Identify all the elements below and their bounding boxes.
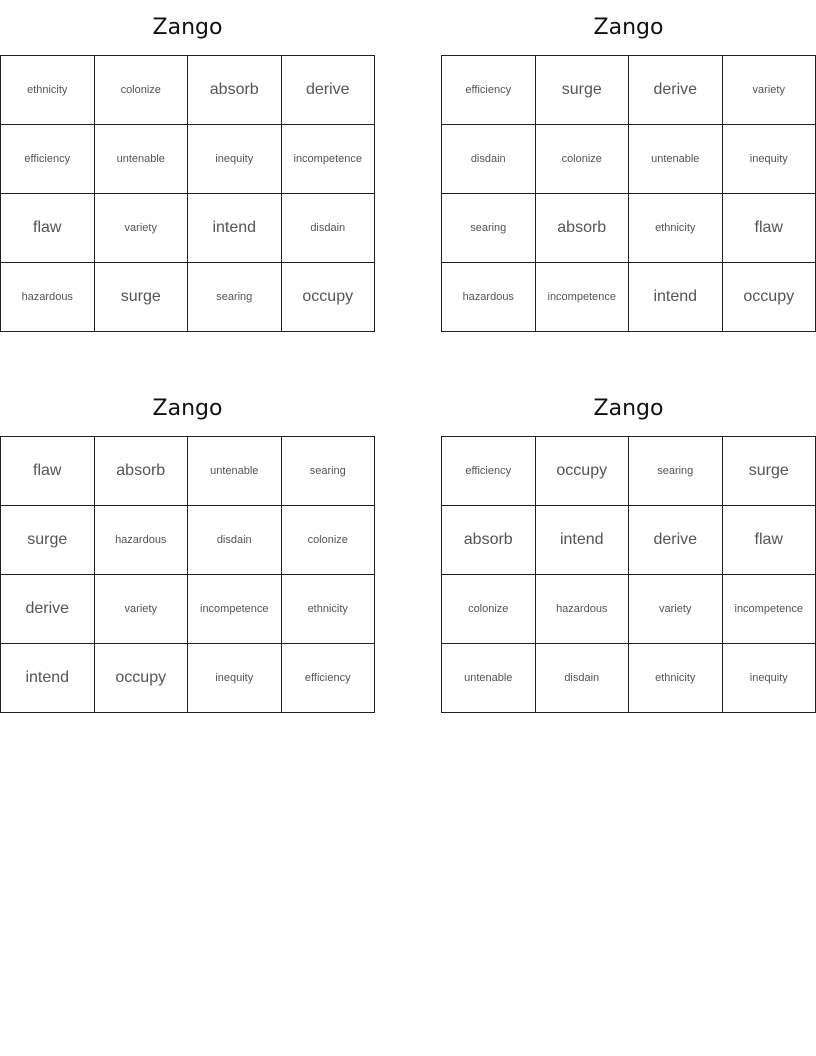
bingo-card-4 <box>441 381 816 713</box>
grid-cell: untenable <box>629 125 723 194</box>
grid-cell: intend <box>188 194 282 263</box>
grid-cell: variety <box>94 575 188 644</box>
grid-cell: surge <box>1 506 95 575</box>
card-title: Zango <box>593 15 664 40</box>
grid-cell: inequity <box>722 125 816 194</box>
grid-cell: incompetence <box>535 263 629 332</box>
grid-cell: ethnicity <box>629 644 723 713</box>
grid-row <box>442 644 816 713</box>
grid-cell: disdain <box>535 644 629 713</box>
grid-cell: colonize <box>281 506 375 575</box>
grid-cell: inequity <box>188 125 282 194</box>
grid-cell: hazardous <box>1 263 95 332</box>
grid-cell: occupy <box>722 263 816 332</box>
grid-cell: colonize <box>535 125 629 194</box>
grid-cell: searing <box>281 437 375 506</box>
grid-cell: ethnicity <box>281 575 375 644</box>
grid-cell: variety <box>722 56 816 125</box>
grid-cell: flaw <box>1 437 95 506</box>
grid-row <box>1 437 375 506</box>
grid-cell: absorb <box>94 437 188 506</box>
grid-cell: inequity <box>188 644 282 713</box>
grid-cell: occupy <box>281 263 375 332</box>
grid-cell: searing <box>442 194 536 263</box>
grid-cell: derive <box>1 575 95 644</box>
grid-cell: efficiency <box>442 437 536 506</box>
grid-cell: occupy <box>535 437 629 506</box>
grid-cell: efficiency <box>1 125 95 194</box>
grid-cell: searing <box>629 437 723 506</box>
grid-cell: absorb <box>442 506 536 575</box>
grid-row <box>1 125 375 194</box>
grid-cell: flaw <box>722 194 816 263</box>
grid-cell: incompetence <box>188 575 282 644</box>
grid-cell: disdain <box>188 506 282 575</box>
grid-cell: derive <box>629 56 723 125</box>
card-title: Zango <box>152 15 223 40</box>
grid-cell: flaw <box>1 194 95 263</box>
bingo-grid <box>441 55 816 332</box>
grid-cell: ethnicity <box>1 56 95 125</box>
grid-cell: hazardous <box>94 506 188 575</box>
grid-cell: variety <box>94 194 188 263</box>
grid-row <box>1 644 375 713</box>
grid-cell: surge <box>94 263 188 332</box>
grid-row <box>442 194 816 263</box>
grid-cell: disdain <box>442 125 536 194</box>
grid-cell: intend <box>535 506 629 575</box>
bingo-card-2 <box>441 0 816 332</box>
grid-row <box>442 437 816 506</box>
bingo-card-1 <box>0 0 375 332</box>
grid-cell: untenable <box>188 437 282 506</box>
grid-cell: intend <box>1 644 95 713</box>
grid-cell: ethnicity <box>629 194 723 263</box>
grid-row <box>1 263 375 332</box>
grid-cell: occupy <box>94 644 188 713</box>
grid-cell: incompetence <box>281 125 375 194</box>
grid-row <box>442 56 816 125</box>
grid-cell: absorb <box>535 194 629 263</box>
card-title: Zango <box>152 396 223 421</box>
grid-cell: incompetence <box>722 575 816 644</box>
grid-cell: efficiency <box>442 56 536 125</box>
grid-row <box>442 125 816 194</box>
grid-cell: hazardous <box>535 575 629 644</box>
grid-row <box>1 506 375 575</box>
grid-cell: derive <box>281 56 375 125</box>
bingo-grid <box>0 55 375 332</box>
grid-cell: searing <box>188 263 282 332</box>
grid-cell: inequity <box>722 644 816 713</box>
grid-cell: derive <box>629 506 723 575</box>
grid-cell: intend <box>629 263 723 332</box>
grid-cell: colonize <box>94 56 188 125</box>
grid-row <box>442 575 816 644</box>
grid-row <box>442 263 816 332</box>
grid-row <box>442 506 816 575</box>
bingo-card-3 <box>0 381 375 713</box>
grid-cell: variety <box>629 575 723 644</box>
grid-cell: untenable <box>94 125 188 194</box>
grid-row <box>1 194 375 263</box>
grid-cell: hazardous <box>442 263 536 332</box>
grid-row <box>1 56 375 125</box>
grid-cell: colonize <box>442 575 536 644</box>
grid-cell: flaw <box>722 506 816 575</box>
grid-row <box>1 575 375 644</box>
grid-cell: efficiency <box>281 644 375 713</box>
grid-cell: surge <box>535 56 629 125</box>
bingo-grid <box>0 436 375 713</box>
grid-cell: surge <box>722 437 816 506</box>
card-title: Zango <box>593 396 664 421</box>
bingo-grid <box>441 436 816 713</box>
grid-cell: absorb <box>188 56 282 125</box>
grid-cell: disdain <box>281 194 375 263</box>
grid-cell: untenable <box>442 644 536 713</box>
